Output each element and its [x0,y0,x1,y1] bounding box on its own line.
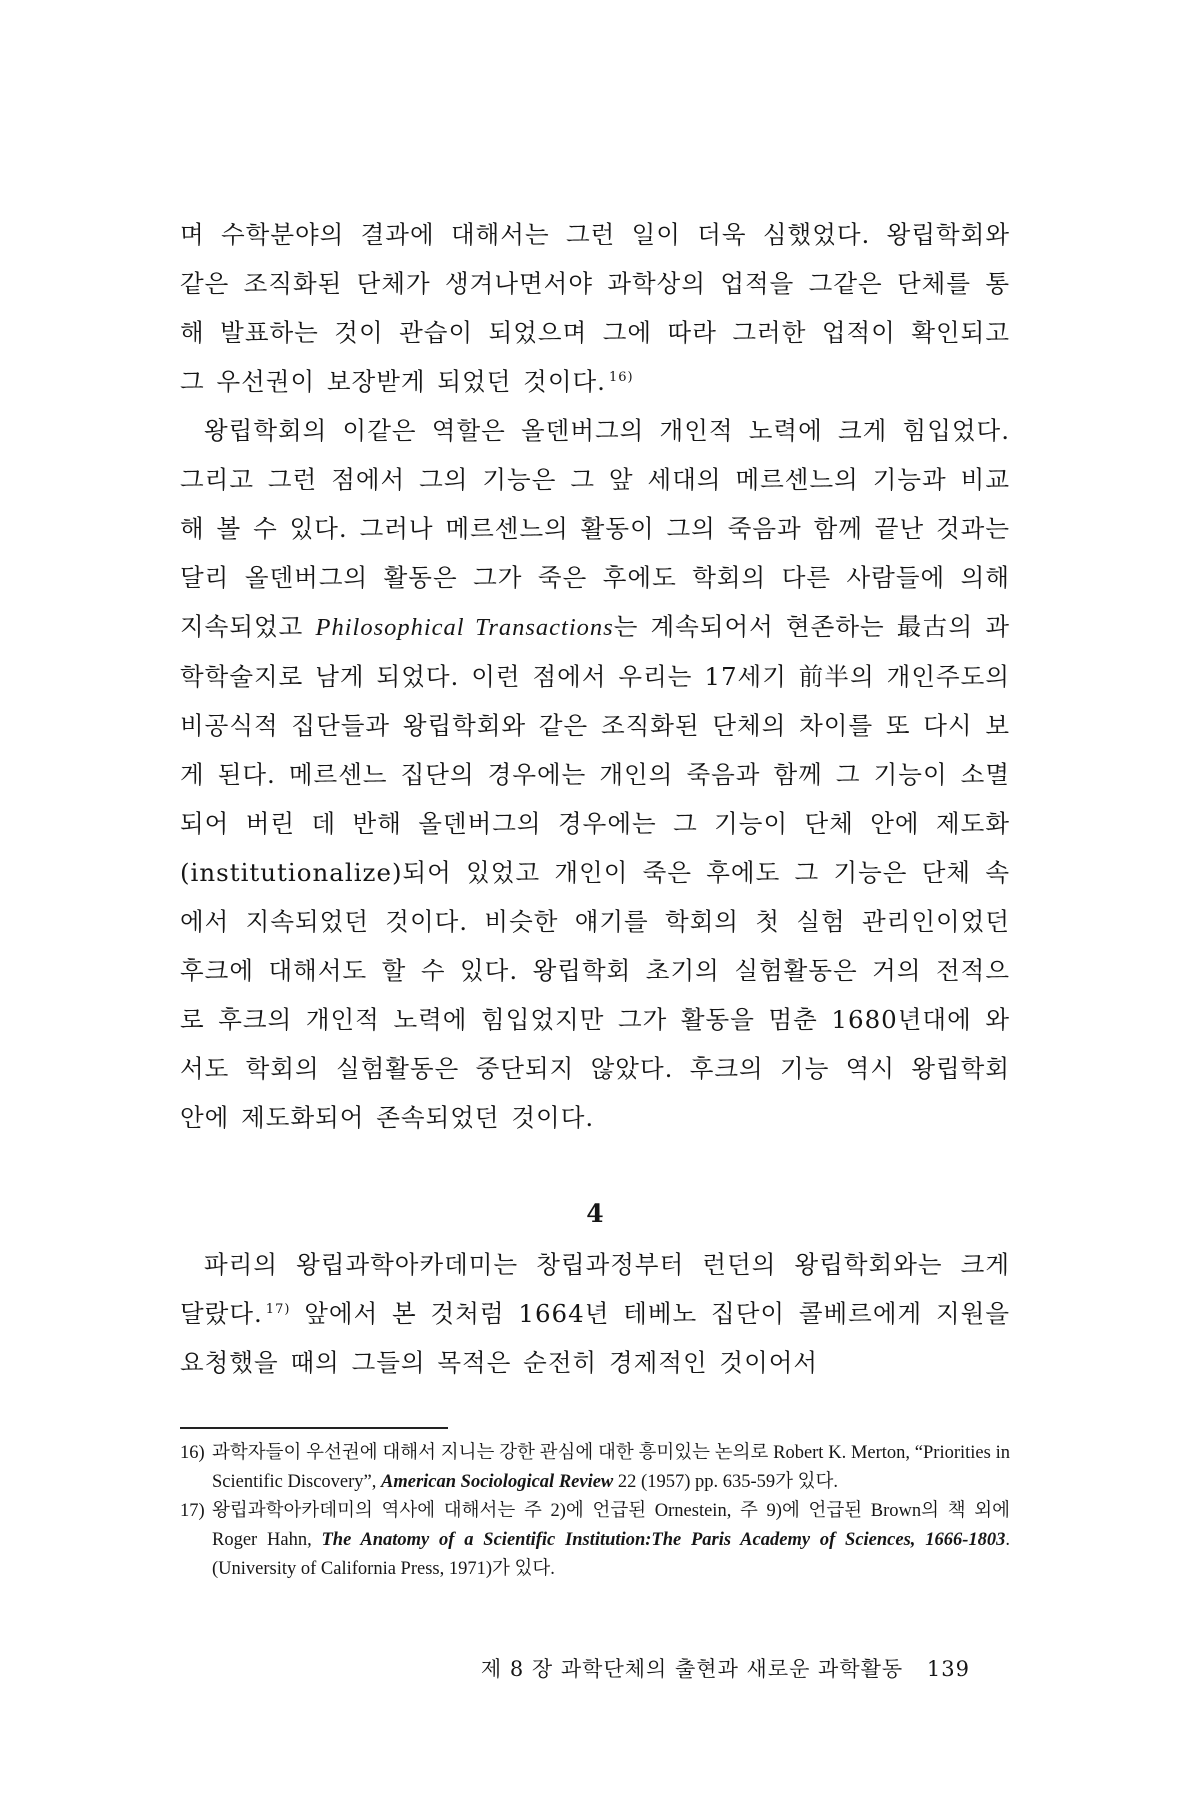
chapter-title: 과학단체의 출현과 새로운 과학활동 [560,1657,904,1681]
footnote-divider [180,1427,448,1429]
journal-title: American Sociological Review [381,1472,614,1492]
footnote-text-part: 과학자들이 우선권에 대해서 지니는 강한 관심에 대한 흥미있는 논의로 Robert K. Merton, “Priorities in Scientific Discovery”, [212,1443,1010,1492]
footnote-text [212,1439,1010,1497]
page-number: 139 [926,1657,970,1681]
paragraph-text: 앞에서 본 것처럼 1664년 테베노 집단이 콜베르에게 지원을 요청했을 때의 그들의 목적은 순전히 경제적인 것이어서 [180,1299,1010,1377]
footnote-number: 17) [180,1501,205,1521]
paragraph-text: 파리의 왕립과학아카데미는 창립과정부터 런던의 왕립학회와는 크게 달랐다. [180,1250,1010,1328]
paragraph-text: 며 수학분야의 결과에 대해서는 그런 일이 더욱 심했었다. 왕립학회와 같은 조직화된 단체가 생겨나면서야 과학상의 업적을 그같은 단체를 통해 발표하는 것이 관습이 되었으며 그에 따라 그러한 업적이 확인되고 그 우선권이 보장받게 되었던 것이다. [180,220,1010,396]
section-number: 4 [586,1199,604,1228]
journal-title: Philosophical Transactions [315,614,614,641]
footnote-text-part: . (University of California Press, 1971)가 있다. [212,1530,1010,1579]
footnote-number: 16) [180,1443,205,1463]
running-footer [481,1653,970,1683]
body-paragraph-2 [180,406,1010,1142]
footnote-16 [180,1439,1010,1497]
footnote-text-part: 22 (1957) pp. 635-59가 있다. [613,1472,839,1492]
body-paragraph-3 [180,1240,1010,1387]
footnote-text [212,1497,1010,1584]
footnote-17 [180,1497,1010,1584]
footnote-ref-17[interactable]: 17) [265,1301,291,1317]
footnote-text-part: 왕립과학아카데미의 역사에 대해서는 주 2)에 언급된 Ornestein, 주 9)에 언급된 Brown의 책 외에 Roger Hahn, [212,1501,1010,1550]
paragraph-text: 왕립학회의 이같은 역할은 올덴버그의 개인적 노력에 크게 힘입었다. 그리고 그런 점에서 그의 기능은 그 앞 세대의 메르센느의 기능과 비교해 볼 수 있다. 그러나 메르센느의 활동이 그의 죽음과 함께 끝난 것과는 달리 올덴버그의 활동은 그가 죽은 후에도 학회의 다른 사람들에 의해 지속되었고 [180,416,1010,641]
chapter-label: 제 8 장 [480,1657,554,1681]
body-paragraph-1 [180,210,1010,406]
paragraph-text: 는 계속되어서 현존하는 最古의 과학학술지로 남게 되었다. 이런 점에서 우리는 17세기 前半의 개인주도의 비공식적 집단들과 왕립학회와 같은 조직화된 단체의 차이를 또 다시 보게 된다. 메르센느 집단의 경우에는 개인의 죽음과 함께 그 기능이 소멸되어 버린 데 반해 올덴버그의 경우에는 그 기능이 단체 안에 제도화(institutionalize)되어 있었고 개인이 죽은 후에도 그 기능은 단체 속에서 지속되었던 것이다. 비슷한 얘기를 학회의 첫 실험 관리인이었던 후크에 대해서도 할 수 있다. 왕립학회 초기의 실험활동은 거의 전적으로 후크의 개인적 노력에 힘입었지만 그가 활동을 멈춘 1680년대에 와서도 학회의 실험활동은 중단되지 않았다. 후크의 기능 역시 왕립학회 안에 제도화되어 존속되었던 것이다. [180,612,1010,1132]
footnote-ref-16[interactable]: 16) [608,369,634,385]
book-title: The Anatomy of a Scientific Institution:The Paris Academy of Sciences, 1666-1803 [321,1530,1006,1550]
page-body [180,210,1010,1584]
